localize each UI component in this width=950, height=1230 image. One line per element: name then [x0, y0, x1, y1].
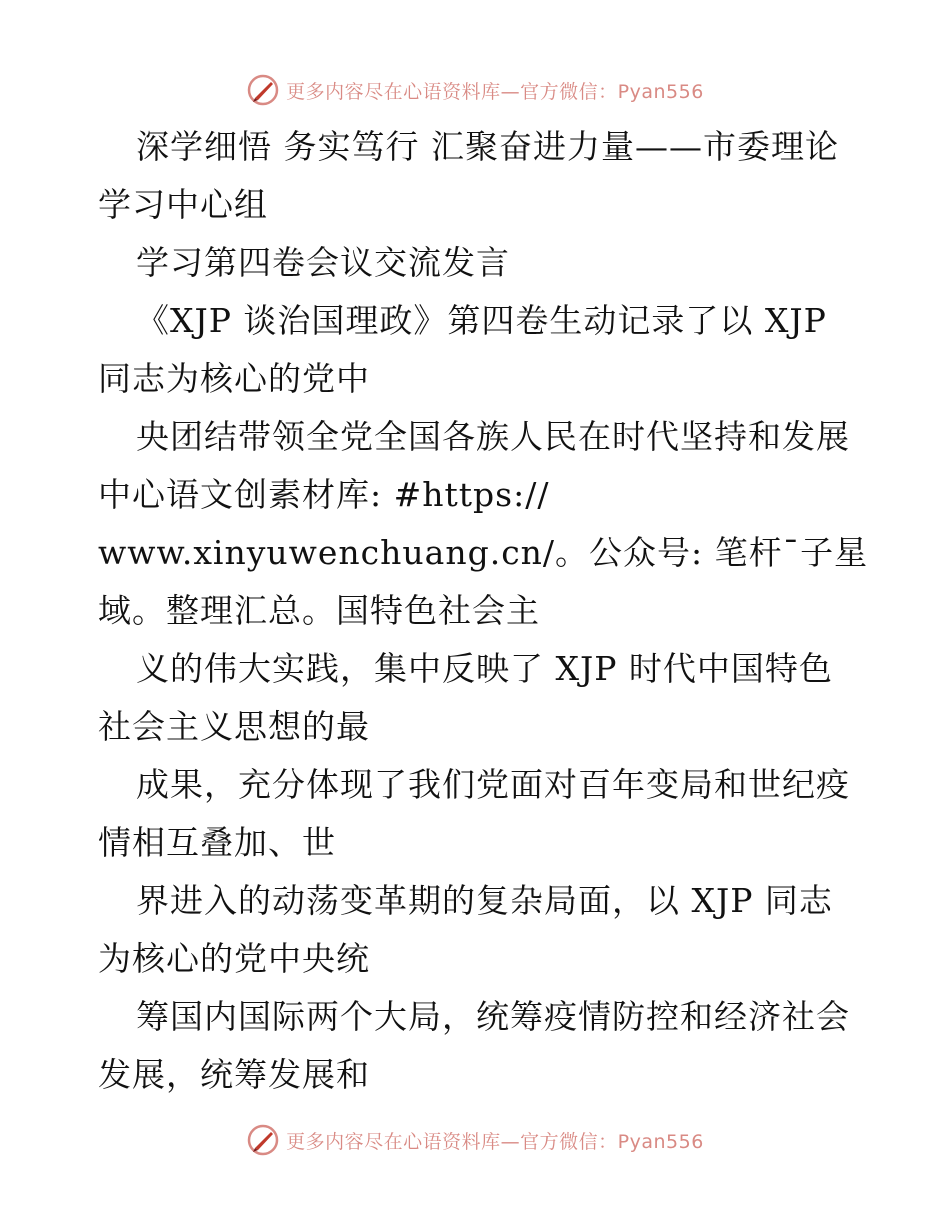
text-line: 社会主义思想的最	[98, 707, 370, 746]
text-line: 发展，统筹发展和	[98, 1055, 370, 1094]
text-line: 界进入的动荡变革期的复杂局面，以 XJP 同志	[136, 881, 833, 920]
header-banner-text: 更多内容尽在心语资料库—官方微信：Pyan556	[286, 80, 704, 103]
text-line: 域。整理汇总。国特色社会主	[98, 591, 540, 630]
text-line: www.xinyuwenchuang.cn/。公众号: 笔杆¯子星	[98, 533, 869, 572]
text-line: 成果，充分体现了我们党面对百年变局和世纪疫	[136, 765, 850, 804]
text-line: 筹国内国际两个大局，统筹疫情防控和经济社会	[136, 997, 850, 1036]
text-line: 学习第四卷会议交流发言	[136, 243, 510, 282]
footer-banner-text: 更多内容尽在心语资料库—官方微信：Pyan556	[286, 1130, 704, 1153]
text-line: 学习中心组	[98, 185, 268, 224]
document-body	[98, 118, 869, 1104]
text-line: 央团结带领全党全国各族人民在时代坚持和发展	[136, 417, 850, 456]
header-banner	[0, 70, 950, 110]
text-line: 深学细悟 务实笃行 汇聚奋进力量——市委理论	[136, 127, 839, 166]
footer-banner	[0, 1120, 950, 1160]
text-line: 情相互叠加、世	[98, 823, 336, 862]
text-line: 为核心的党中央统	[98, 939, 370, 978]
text-line: 中心语文创素材库: #https://	[98, 475, 550, 514]
quill-logo-icon	[246, 73, 280, 107]
text-line: 同志为核心的党中	[98, 359, 370, 398]
text-line: 《XJP 谈治国理政》第四卷生动记录了以 XJP	[136, 301, 827, 340]
text-line: 义的伟大实践，集中反映了 XJP 时代中国特色	[136, 649, 833, 688]
quill-logo-icon	[246, 1123, 280, 1157]
